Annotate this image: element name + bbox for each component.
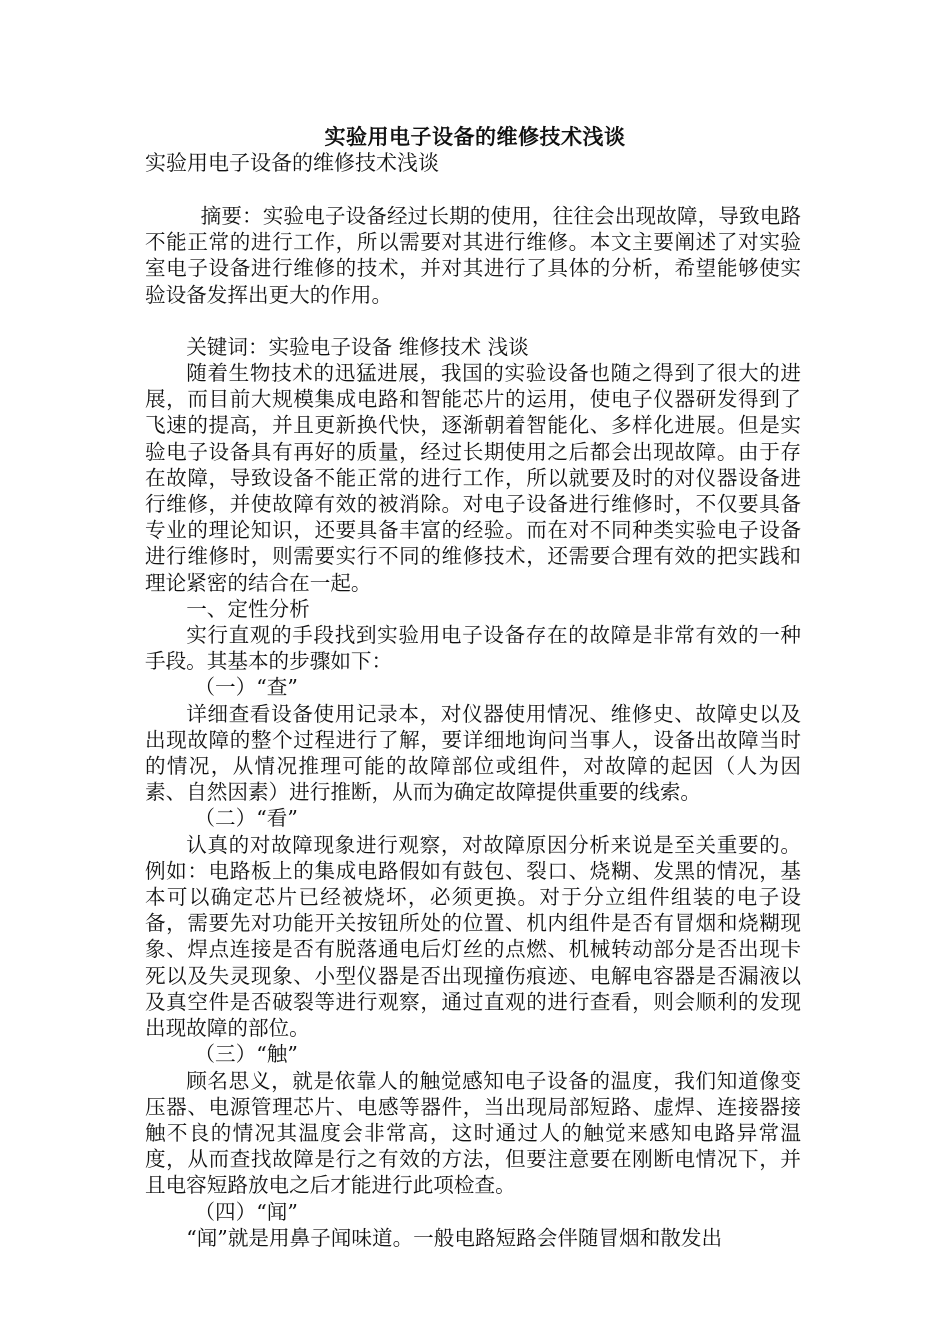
step-heading-check: （一）“查” — [194, 675, 298, 700]
keywords-line: 关键词：实验电子设备 维修技术 浅谈 — [186, 334, 529, 359]
step-paragraph-check: 详细查看设备使用记录本，对仪器使用情况、维修史、故障史以及出现故障的整个过程进行了解，要详细地询问当事人，设备出故障当时的情况，从情况推理可能的故障部位或组件，对故障的起因（人为因素、自然因素）进行推断，从而为确定故障提供重要的线索。 — [145, 701, 801, 805]
step-paragraph-touch: 顾名思义，就是依靠人的触觉感知电子设备的温度，我们知道像变压器、电源管理芯片、电感等器件，当出现局部短路、虚焊、连接器接触不良的情况其温度会非常高，这时通过人的触觉来感知电路异常温度，从而查找故障是行之有效的方法，但要注意要在刚断电情况下，并且电容短路放电之后才能进行此项检查。 — [145, 1068, 801, 1198]
document-title: 实验用电子设备的维修技术浅谈 — [324, 124, 626, 149]
step-heading-look: （二）“看” — [194, 806, 298, 831]
document-body — [145, 203, 801, 1251]
step-paragraph-smell: “闻”就是用鼻子闻味道。一般电路短路会伴随冒烟和散发出 — [186, 1225, 723, 1250]
paragraph-gap — [145, 308, 801, 334]
intro-paragraph: 随着生物技术的迅猛进展，我国的实验设备也随之得到了很大的进展，而目前大规模集成电路和智能芯片的运用，使电子仪器研发得到了飞速的提高，并且更新换代快，逐渐朝着智能化、多样化进展。但是实验电子设备具有再好的质量，经过长期使用之后都会出现故障。由于存在故障，导致设备不能正常的进行工作，所以就要及时的对仪器设备进行维修，并使故障有效的被消除。对电子设备进行维修时，不仅要具备专业的理论知识，还要具备丰富的经验。而在对不同种类实验电子设备进行维修时，则需要实行不同的维修技术，还需要合理有效的把实践和理论紧密的结合在一起。 — [145, 361, 801, 595]
section-heading-qualitative-analysis: 一、定性分析 — [186, 596, 310, 621]
abstract-paragraph: 摘要：实验电子设备经过长期的使用，往往会出现故障，导致电路不能正常的进行工作，所以需要对其进行维修。本文主要阐述了对实验室电子设备进行维修的技术，并对其进行了具体的分析，希望能够使实验设备发挥出更大的作用。 — [145, 204, 801, 307]
document-subtitle: 实验用电子设备的维修技术浅谈 — [145, 151, 439, 175]
step-heading-smell: （四）“闻” — [194, 1199, 298, 1224]
step-heading-touch: （三）“触” — [194, 1042, 298, 1067]
section-intro-paragraph: 实行直观的手段找到实验用电子设备存在的故障是非常有效的一种手段。其基本的步骤如下： — [145, 623, 801, 674]
step-paragraph-look: 认真的对故障现象进行观察，对故障原因分析来说是至关重要的。例如：电路板上的集成电路假如有鼓包、裂口、烧糊、发黑的情况，基本可以确定芯片已经被烧坏，必须更换。对于分立组件组装的电子设备，需要先对功能开关按钮所处的位置、机内组件是否有冒烟和烧糊现象、焊点连接是否有脱落通电后灯丝的点燃、机械转动部分是否出现卡死以及失灵现象、小型仪器是否出现撞伤痕迹、电解电容器是否漏液以及真空件是否破裂等进行观察，通过直观的进行查看，则会顺利的发现出现故障的部位。 — [145, 832, 801, 1041]
